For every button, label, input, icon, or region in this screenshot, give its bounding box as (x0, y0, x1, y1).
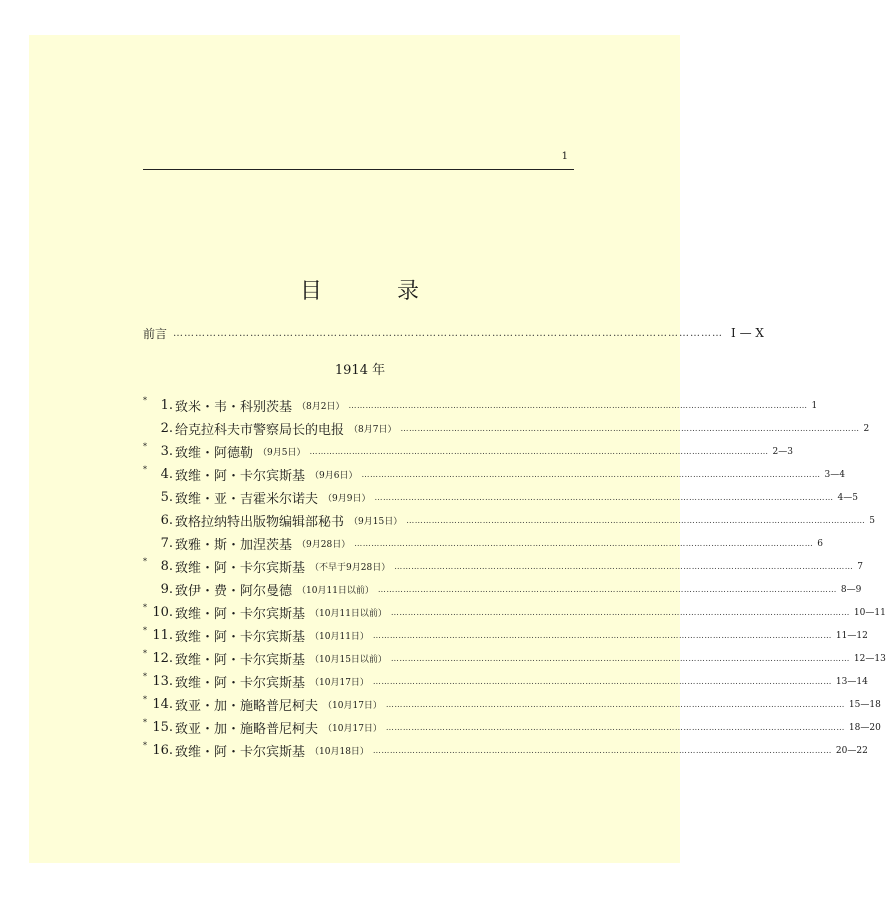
leader-dots: ……………………………………………………………………………………………………………………………………………… (394, 562, 854, 571)
entry-title: 致亚・加・施略普尼柯夫 (175, 699, 319, 714)
toc-entry[interactable] (143, 601, 886, 624)
entry-pages: 13—14 (835, 676, 868, 687)
entry-date: （10月17日） (323, 724, 382, 734)
entry-title: 致维・阿・卡尔宾斯基 (175, 653, 306, 668)
entry-title: 致亚・加・施略普尼柯夫 (175, 722, 319, 737)
leader-dots: …………………………………………………………………………………………………………………………………… (173, 327, 724, 339)
asterisk-mark: * (143, 465, 147, 474)
toc-entry[interactable] (143, 394, 818, 417)
entry-date: （8月7日） (349, 425, 397, 435)
entry-pages: 15—18 (848, 699, 881, 710)
asterisk-mark: * (143, 672, 147, 681)
leader-dots: ……………………………………………………………………………………………………………………………………………… (348, 401, 808, 410)
entry-date: （10月11日以前） (310, 609, 387, 619)
entry-date: （9月6日） (310, 471, 358, 481)
entry-number: 13. (152, 674, 173, 689)
entry-title: 致维・阿・卡尔宾斯基 (175, 630, 306, 645)
asterisk-mark: * (143, 603, 147, 612)
asterisk-mark: * (143, 557, 147, 566)
entry-title: 给克拉科夫市警察局长的电报 (175, 423, 345, 438)
entry-pages: 7 (857, 561, 863, 572)
toc-entry[interactable] (143, 486, 858, 509)
entry-pages: 5 (869, 515, 875, 526)
leader-dots: ……………………………………………………………………………………………………………………………………………… (374, 493, 834, 502)
leader-dots: ……………………………………………………………………………………………………………………………………………… (354, 539, 814, 548)
entry-date: （10月17日） (323, 701, 382, 711)
toc-entry[interactable] (143, 463, 845, 486)
toc-entry[interactable] (143, 555, 863, 578)
entry-title: 致维・阿・卡尔宾斯基 (175, 676, 306, 691)
page-number: 1 (561, 151, 568, 162)
toc-entry[interactable] (143, 624, 868, 647)
entry-pages: 4—5 (837, 492, 858, 503)
entry-pages: 1 (811, 400, 818, 411)
entry-pages: 12—13 (853, 653, 886, 664)
entry-title: 致维・阿・卡尔宾斯基 (175, 607, 306, 622)
entry-date: （9月5日） (258, 448, 306, 458)
entry-date: （9月15日） (349, 517, 403, 527)
entry-pages: 18—20 (848, 722, 881, 733)
entry-number: 6. (160, 513, 173, 528)
entry-pages: 3—4 (824, 469, 845, 480)
entry-number: 3. (160, 444, 173, 459)
entry-number: 16. (152, 743, 173, 758)
toc-entry[interactable] (143, 739, 868, 762)
leader-dots: ……………………………………………………………………………………………………………………………………………… (390, 654, 850, 663)
entry-date: （10月11日） (310, 632, 369, 642)
asterisk-mark: * (143, 649, 147, 658)
entry-title: 致雅・斯・加涅茨基 (175, 538, 293, 553)
asterisk-mark: * (143, 695, 147, 704)
entry-number: 14. (152, 697, 173, 712)
entry-number: 8. (160, 559, 173, 574)
toc-entry[interactable] (143, 693, 881, 716)
entry-pages: 11—12 (835, 630, 868, 641)
entry-number: 12. (152, 651, 173, 666)
entry-title: 致维・阿・卡尔宾斯基 (175, 745, 306, 760)
preface-label: 前言 (143, 326, 168, 341)
entry-number: 9. (160, 582, 173, 597)
entry-pages: 20—22 (835, 745, 868, 756)
toc-entry[interactable] (143, 440, 793, 463)
entry-date: （10月15日以前） (310, 655, 387, 665)
entry-title: 致维・阿德勒 (175, 446, 254, 461)
asterisk-mark: * (143, 718, 147, 727)
toc-entry[interactable] (143, 532, 823, 555)
entry-title: 致格拉纳特出版物编辑部秘书 (175, 515, 345, 530)
entry-date: （10月18日） (310, 747, 369, 757)
entry-date: （8月2日） (297, 402, 345, 412)
entry-number: 15. (152, 720, 173, 735)
toc-entry[interactable] (143, 509, 875, 532)
preface-entry[interactable] (143, 324, 764, 342)
entry-date: （10月17日） (310, 678, 369, 688)
asterisk-mark: * (143, 442, 147, 451)
entry-number: 4. (160, 467, 173, 482)
entry-number: 10. (152, 605, 173, 620)
year-heading: 1914 年 (334, 363, 386, 378)
toc-entry[interactable] (143, 670, 868, 693)
entry-pages: 2 (863, 423, 870, 434)
entry-date: （9月28日） (297, 540, 351, 550)
entry-pages: 2—3 (772, 446, 793, 457)
leader-dots: ……………………………………………………………………………………………………………………………………………… (372, 746, 832, 755)
leader-dots: ……………………………………………………………………………………………………………………………………………… (390, 608, 850, 617)
asterisk-mark: * (143, 626, 147, 635)
entry-pages: 6 (817, 538, 823, 549)
toc-entry[interactable] (143, 578, 862, 601)
entry-date: （10月11日以前） (297, 586, 374, 596)
entry-pages: 8—9 (840, 584, 862, 595)
toc-entry[interactable] (143, 716, 881, 739)
toc-title: 目 录 (300, 279, 453, 304)
leader-dots: ……………………………………………………………………………………………………………………………………………… (400, 424, 860, 433)
entry-title: 致伊・费・阿尔曼德 (175, 584, 293, 599)
leader-dots: ……………………………………………………………………………………………………………………………………………… (377, 585, 837, 594)
entry-number: 2. (160, 421, 173, 436)
leader-dots: ……………………………………………………………………………………………………………………………………………… (385, 700, 845, 709)
header-rule (143, 169, 574, 170)
leader-dots: ……………………………………………………………………………………………………………………………………………… (385, 723, 845, 732)
leader-dots: ……………………………………………………………………………………………………………………………………………… (372, 631, 832, 640)
entry-date: （不早于9月28日） (310, 563, 391, 573)
toc-entry[interactable] (143, 417, 870, 440)
entry-title: 致米・韦・科别茨基 (175, 400, 293, 415)
leader-dots: ……………………………………………………………………………………………………………………………………………… (406, 516, 866, 525)
leader-dots: ……………………………………………………………………………………………………………………………………………… (372, 677, 832, 686)
toc-entry[interactable] (143, 647, 886, 670)
entry-pages: 10—11 (853, 607, 886, 618)
entry-number: 1. (160, 398, 173, 413)
leader-dots: ……………………………………………………………………………………………………………………………………………… (309, 447, 769, 456)
preface-pages: I — X (731, 326, 764, 340)
leader-dots: ……………………………………………………………………………………………………………………………………………… (361, 470, 821, 479)
toc-entries (143, 394, 886, 762)
entry-title: 致维・阿・卡尔宾斯基 (175, 561, 306, 576)
entry-title: 致维・阿・卡尔宾斯基 (175, 469, 306, 484)
entry-number: 5. (160, 490, 173, 505)
asterisk-mark: * (143, 396, 147, 405)
asterisk-mark: * (143, 741, 147, 750)
entry-title: 致维・亚・吉霍米尔诺夫 (175, 492, 319, 507)
entry-number: 11. (152, 628, 173, 643)
entry-number: 7. (160, 536, 173, 551)
entry-date: （9月9日） (323, 494, 371, 504)
